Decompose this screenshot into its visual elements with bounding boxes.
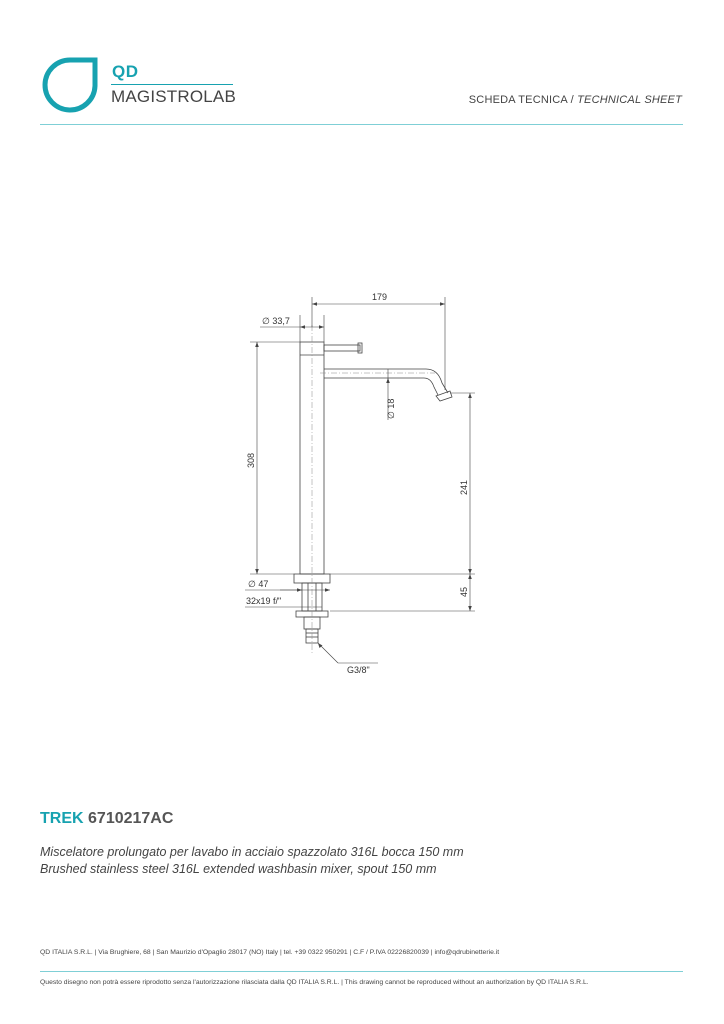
sheet-title-en: TECHNICAL SHEET [577, 94, 682, 106]
dim-base-height-label: 45 [459, 586, 469, 597]
footer-address: QD ITALIA S.R.L. | Via Brughiere, 68 | San Maurizio d'Opaglio 28017 (NO) Italy | tel. +39 0322 950291 | C.F / P.IVA 02226820039 | info@qdrubinetterie.it [40, 949, 500, 956]
product-brand: TREK [40, 810, 84, 827]
header-divider [40, 124, 683, 125]
logo-underline [111, 84, 233, 85]
dim-connection-label: G3/8" [347, 665, 370, 675]
sheet-title-separator: / [567, 94, 578, 106]
technical-drawing [230, 285, 500, 685]
dim-spout-diameter-label: ∅ 18 [386, 398, 396, 419]
footer-legal: Questo disegno non potrà essere riprodotto senza l'autorizzazione rilasciata dalla QD ITALIA S.R.L. | This drawing cannot be reproduced without an authorization by QD ITALIA S.R.L. [40, 979, 589, 986]
product-code: 6710217AC [88, 810, 174, 827]
dim-total-height-label: 308 [246, 452, 256, 468]
sheet-title-it: SCHEDA TECNICA [468, 94, 568, 106]
product-title [40, 810, 173, 828]
footer-divider [40, 971, 683, 972]
dim-body-diameter-label: ∅ 33,7 [262, 316, 290, 326]
faucet-lever [324, 345, 360, 351]
product-description-it: Miscelatore prolungato per lavabo in acciaio spazzolato 316L bocca 150 mm [40, 845, 464, 859]
dim-thread-label: 32x19 f/" [246, 596, 282, 606]
logo-qd-text: QD [112, 62, 139, 81]
dim-base-diameter-label: ∅ 47 [248, 579, 269, 589]
product-description-en: Brushed stainless steel 316L extended washbasin mixer, spout 150 mm [40, 862, 437, 876]
dim-spout-height-label: 241 [459, 479, 469, 495]
faucet-spout [324, 369, 448, 393]
logo-brand-text: MAGISTROLAB [111, 87, 237, 106]
sheet-title [469, 94, 682, 106]
dim-width-label: 179 [372, 292, 388, 302]
qd-logo-icon [40, 56, 100, 114]
